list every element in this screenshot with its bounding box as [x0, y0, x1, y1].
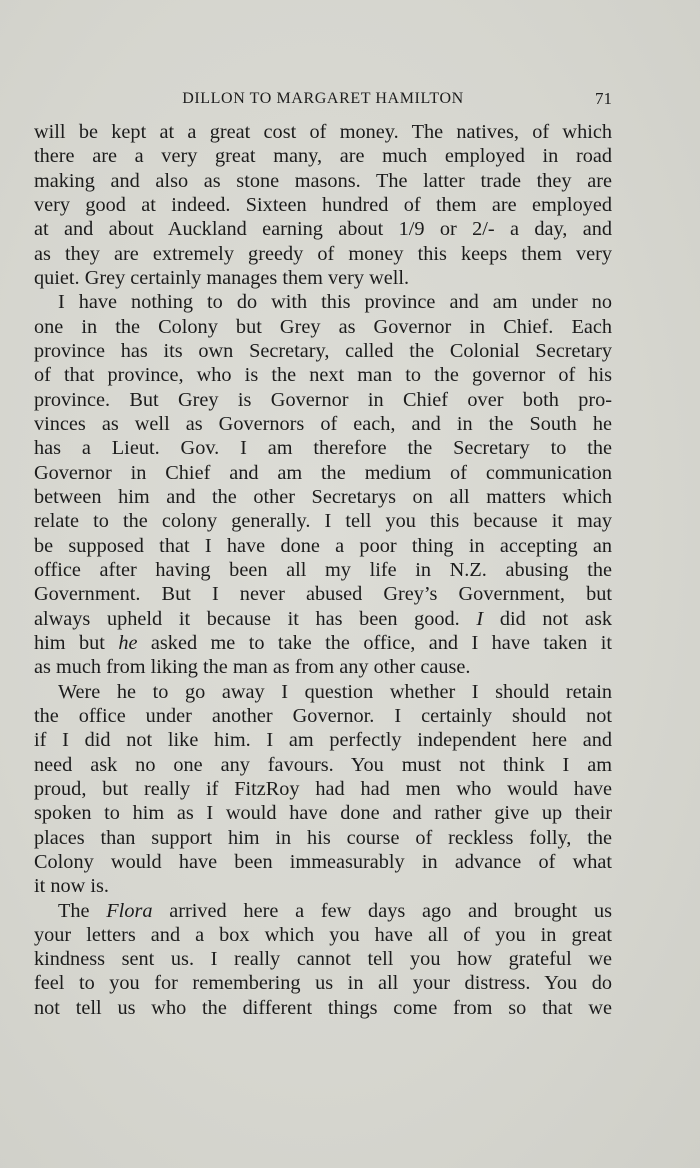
italic-text: Flora: [106, 899, 153, 922]
text-line: [34, 947, 612, 971]
italic-text: he: [118, 631, 138, 654]
text-line: [34, 850, 612, 874]
text-segment: vinces as well as Governors of each, and in the South he: [34, 412, 612, 435]
text-line: [34, 509, 612, 533]
text-segment: I have nothing to do with this province and am under no: [58, 291, 612, 314]
text-segment: Colony would have been immeasurably in advance of what: [34, 850, 612, 873]
text-line: [34, 266, 612, 290]
text-segment: arrived here a few days ago and brought us: [152, 899, 612, 922]
text-segment: the office under another Governor. I certainly should not: [34, 704, 612, 727]
text-segment: one in the Colony but Grey as Governor in Chief. Each: [34, 315, 612, 338]
text-line: [34, 826, 612, 850]
text-line: [34, 607, 612, 631]
text-line: [34, 996, 612, 1020]
text-segment: Government. But I never abused Grey’s Government, but: [34, 583, 612, 606]
text-line: [34, 874, 612, 898]
text-segment: making and also as stone masons. The latter trade they are: [34, 169, 612, 192]
text-segment: spoken to him as I would have done and rather give up their: [34, 802, 612, 825]
text-segment: as they are extremely greedy of money this keeps them very: [34, 242, 612, 265]
text-line: [34, 485, 612, 509]
text-segment: at and about Auckland earning about 1/9 or 2/- a day, and: [34, 218, 612, 241]
text-line: [34, 169, 612, 193]
text-line: [34, 631, 612, 655]
text-segment: will be kept at a great cost of money. The natives, of which: [34, 121, 612, 143]
running-title: DILLON TO MARGARET HAMILTON: [182, 90, 464, 107]
text-line: [34, 315, 612, 339]
text-segment: province has its own Secretary, called the Colonial Secretary: [34, 339, 612, 362]
text-line: [34, 582, 612, 606]
text-line: [34, 242, 612, 266]
text-line: [34, 899, 612, 923]
text-line: [34, 436, 612, 460]
text-segment: Governor in Chief and am the medium of communication: [34, 461, 612, 484]
text-line: [34, 777, 612, 801]
text-line: [34, 290, 612, 314]
text-line: [34, 120, 612, 144]
text-segment: asked me to take the office, and I have taken it: [137, 631, 612, 654]
text-segment: need ask no one any favours. You must not think I am: [34, 753, 612, 776]
text-segment: proud, but really if FitzRoy had had men who would have: [34, 777, 612, 800]
text-line: [34, 193, 612, 217]
text-line: [34, 753, 612, 777]
text-segment: if I did not like him. I am perfectly independent here and: [34, 729, 612, 752]
text-line: [34, 971, 612, 995]
text-line: [34, 534, 612, 558]
text-line: [34, 655, 612, 679]
running-head: [34, 88, 612, 110]
text-segment: there are a very great many, are much employed in road: [34, 145, 612, 168]
text-segment: feel to you for remembering us in all your distress. You do: [34, 972, 612, 995]
text-line: [34, 558, 612, 582]
text-segment: him but: [34, 631, 119, 654]
text-line: [34, 680, 612, 704]
text-line: [34, 801, 612, 825]
text-segment: has a Lieut. Gov. I am therefore the Secretary to the: [34, 437, 612, 460]
text-segment: always upheld it because it has been good.: [34, 607, 477, 630]
text-line: [34, 388, 612, 412]
text-segment: between him and the other Secretarys on all matters which: [34, 485, 612, 508]
text-segment: places than support him in his course of reckless folly, the: [34, 826, 612, 849]
text-line: [34, 728, 612, 752]
text-segment: it now is.: [34, 875, 109, 898]
text-segment: of that province, who is the next man to the governor of his: [34, 364, 612, 387]
text-segment: as much from liking the man as from any other cause.: [34, 656, 471, 679]
text-segment: office after having been all my life in N.Z. abusing the: [34, 558, 612, 581]
text-line: [34, 339, 612, 363]
text-segment: not tell us who the different things come from so that we: [34, 996, 612, 1019]
text-segment: Were he to go away I question whether I should retain: [58, 680, 612, 703]
text-segment: kindness sent us. I really cannot tell you how grateful we: [34, 948, 612, 971]
text-line: [34, 412, 612, 436]
text-segment: very good at indeed. Sixteen hundred of them are employed: [34, 193, 612, 216]
text-line: [34, 704, 612, 728]
text-line: [34, 363, 612, 387]
text-line: [34, 144, 612, 168]
text-line: [34, 923, 612, 947]
text-line: [34, 217, 612, 241]
text-segment: your letters and a box which you have all of you in great: [34, 923, 612, 946]
text-segment: quiet. Grey certainly manages them very well.: [34, 266, 410, 289]
text-segment: be supposed that I have done a poor thing in accepting an: [34, 534, 612, 557]
text-segment: relate to the colony generally. I tell you this because it may: [34, 510, 612, 533]
italic-text: I: [476, 607, 484, 630]
text-segment: The: [58, 899, 107, 922]
page-number: 71: [595, 89, 612, 108]
body-text: [34, 120, 612, 1020]
text-line: [34, 461, 612, 485]
text-segment: did not ask: [483, 607, 612, 630]
text-segment: province. But Grey is Governor in Chief over both pro-: [34, 388, 612, 411]
